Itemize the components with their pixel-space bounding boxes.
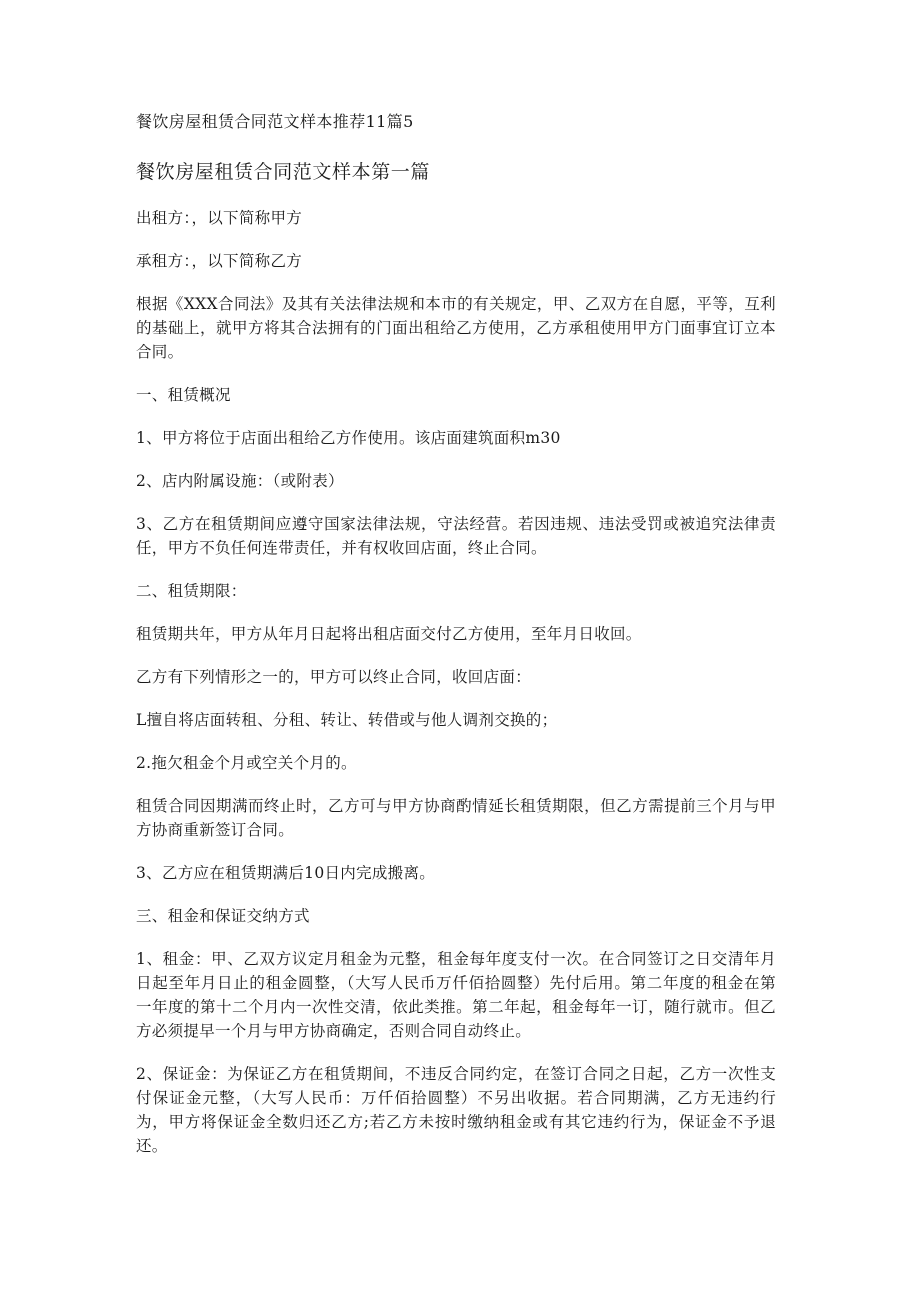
clause-1-1: 1、甲方将位于店面出租给乙方作使用。该店面建筑面积m30 (136, 429, 561, 447)
section-title: 餐饮房屋租赁合同范文样本第一篇 (136, 161, 431, 183)
lease-term-paragraph: 租赁期共年，甲方从年月日起将出租店面交付乙方使用，至年月日收回。 (136, 625, 642, 643)
clause-1-2: 2、店内附属设施：（或附表） (136, 472, 344, 490)
termination-conditions: 乙方有下列情形之一的，甲方可以终止合同，收回店面： (136, 668, 532, 686)
heading-lease-term: 二、租赁期限： (136, 582, 247, 600)
document-title: 餐饮房屋租赁合同范文样本推荐11篇5 (136, 112, 414, 131)
lessee-line: 承租方：，以下简称乙方 (136, 252, 303, 270)
clause-1-3: 3、乙方在租赁期间应遵守国家法律法规，守法经营。若因违规、违法受罚或被追究法律责任，甲方不负任何连带责任，并有权收回店面，终止合同。 (136, 515, 776, 557)
lessor-line: 出租方：，以下简称甲方 (136, 209, 303, 227)
clause-2-3: 3、乙方应在租赁期满后10日内完成搬离。 (136, 864, 436, 882)
clause-3-1-rent: 1、租金：甲、乙双方议定月租金为元整，租金每年度支付一次。在合同签订之日交清年月日起至年月日止的租金圆整，（大写人民币万仟佰拾圆整）先付后用。第二年度的租金在第一年度的第十二个月内一次性交清，依此类推。第二年起，租金每年一订，随行就市。但乙方必须提早一个月与甲方协商确定，否则合同自动终止。 (136, 950, 776, 1040)
heading-lease-overview: 一、租赁概况 (136, 386, 231, 404)
heading-rent-deposit: 三、租金和保证交纳方式 (136, 907, 310, 925)
clause-3-2-deposit: 2、保证金：为保证乙方在租赁期间，不违反合同约定，在签订合同之日起，乙方一次性支付保证金元整，（大写人民币：万仟佰拾圆整）不另出收据。若合同期满，乙方无违约行为，甲方将保证金全数归还乙方;若乙方未按时缴纳租金或有其它违约行为，保证金不予退还。 (136, 1065, 776, 1155)
termination-item-1: L擅自将店面转租、分租、转让、转借或与他人调剂交换的； (136, 711, 558, 729)
renewal-paragraph: 租赁合同因期满而终止时，乙方可与甲方协商酌情延长租赁期限，但乙方需提前三个月与甲方协商重新签订合同。 (136, 797, 776, 839)
termination-item-2: 2.拖欠租金个月或空关个月的。 (136, 754, 357, 772)
preamble-paragraph: 根据《XXX合同法》及其有关法律法规和本市的有关规定，甲、乙双方在自愿，平等，互利的基础上，就甲方将其合法拥有的门面出租给乙方使用，乙方承租使用甲方门面事宜订立本合同。 (136, 295, 776, 361)
document-page (136, 110, 776, 1158)
